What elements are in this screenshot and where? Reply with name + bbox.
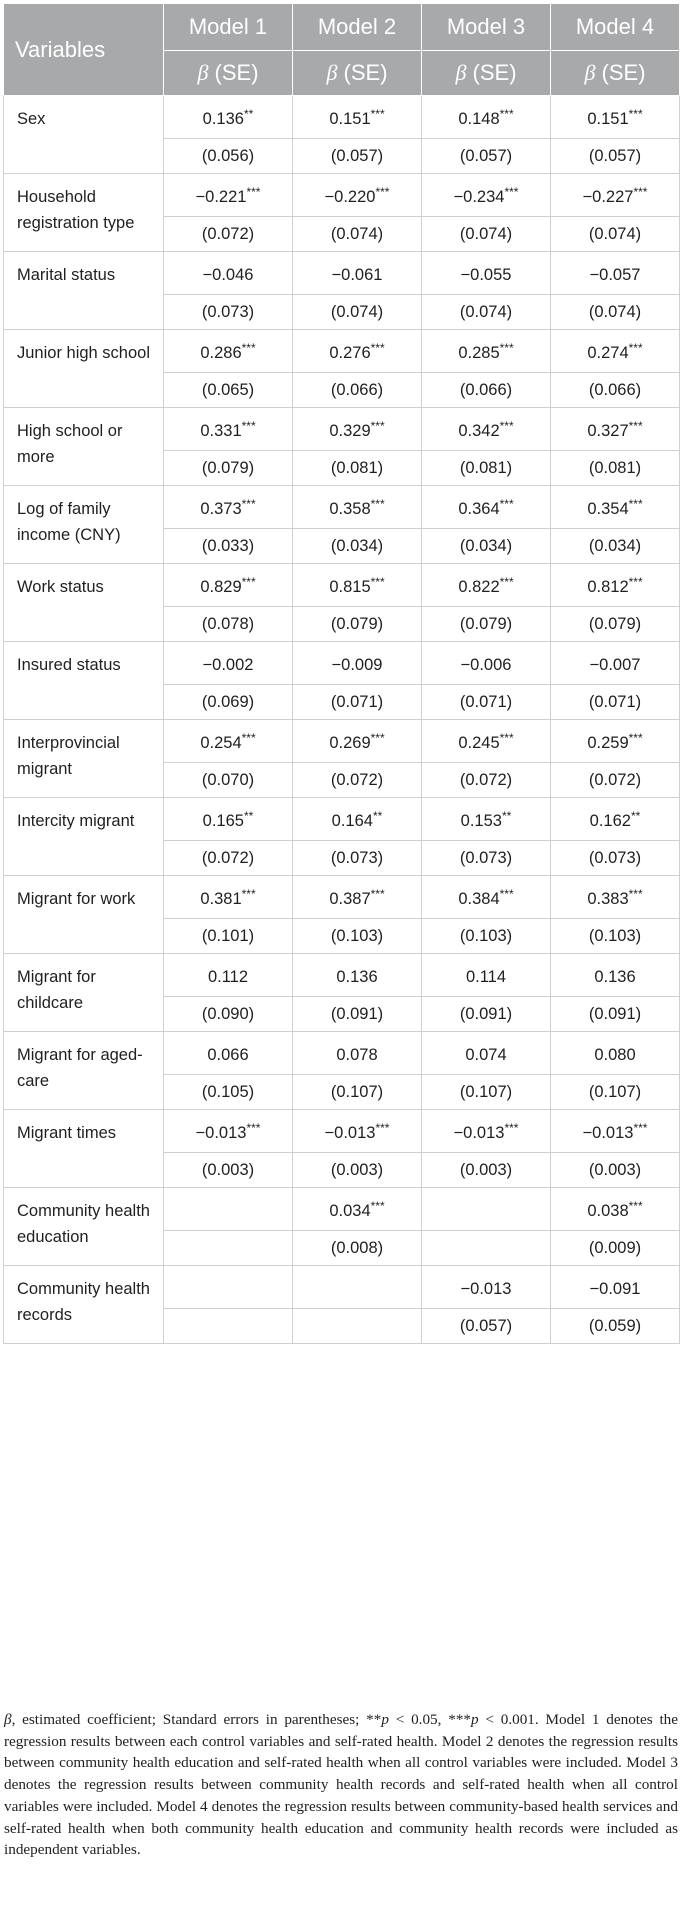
coefficient-value: 0.812 <box>587 578 629 596</box>
coefficient-value: 0.080 <box>594 1046 636 1064</box>
coefficient-cell <box>422 1110 551 1153</box>
table-header <box>4 4 680 96</box>
variable-label: Log of family income (CNY) <box>4 486 164 564</box>
significance-stars: *** <box>370 341 385 355</box>
standard-error-cell: (0.091) <box>422 997 551 1032</box>
beta-se-header-2 <box>293 51 422 96</box>
coefficient-cell <box>422 876 551 919</box>
significance-stars: *** <box>628 419 643 433</box>
table-footnote <box>4 1709 678 1861</box>
standard-error-cell: (0.081) <box>551 451 680 486</box>
coefficient-value: −0.013 <box>195 1124 247 1142</box>
coefficient-value: −0.091 <box>589 1280 641 1298</box>
model-3-header: Model 3 <box>422 4 551 51</box>
coefficient-cell <box>551 408 680 451</box>
table-row <box>4 96 680 139</box>
standard-error-cell: (0.059) <box>551 1309 680 1344</box>
significance-stars: *** <box>633 1121 648 1135</box>
coefficient-cell <box>164 96 293 139</box>
beta-se-header-3 <box>422 51 551 96</box>
coefficient-value: −0.013 <box>453 1124 505 1142</box>
coefficient-value: 0.136 <box>594 968 636 986</box>
standard-error-cell: (0.065) <box>164 373 293 408</box>
standard-error-cell: (0.073) <box>422 841 551 876</box>
coefficient-cell <box>422 96 551 139</box>
variable-label: Community health records <box>4 1266 164 1344</box>
coefficient-cell <box>422 798 551 841</box>
coefficient-value: −0.009 <box>331 656 383 674</box>
coefficient-cell <box>551 174 680 217</box>
coefficient-value: 0.114 <box>465 968 507 986</box>
variable-label: Migrant for aged-care <box>4 1032 164 1110</box>
coefficient-cell <box>551 876 680 919</box>
coefficient-value: 0.274 <box>587 344 629 362</box>
significance-stars: *** <box>628 1199 643 1213</box>
beta-se-header-1 <box>164 51 293 96</box>
significance-stars: *** <box>628 341 643 355</box>
coefficient-value: 0.269 <box>329 734 371 752</box>
standard-error-cell: (0.071) <box>551 685 680 720</box>
standard-error-cell: (0.072) <box>551 763 680 798</box>
standard-error-cell: (0.033) <box>164 529 293 564</box>
standard-error-cell <box>422 1231 551 1266</box>
variable-label: Community health education <box>4 1188 164 1266</box>
table-row <box>4 408 680 451</box>
standard-error-cell: (0.074) <box>422 295 551 330</box>
standard-error-cell: (0.003) <box>551 1153 680 1188</box>
variable-label: Migrant times <box>4 1110 164 1188</box>
coefficient-cell <box>551 486 680 529</box>
standard-error-cell: (0.074) <box>293 295 422 330</box>
coefficient-value: 0.829 <box>200 578 242 596</box>
standard-error-cell: (0.071) <box>293 685 422 720</box>
standard-error-cell: (0.079) <box>551 607 680 642</box>
coefficient-value: 0.276 <box>329 344 371 362</box>
variable-label: Insured status <box>4 642 164 720</box>
table-row <box>4 720 680 763</box>
coefficient-cell <box>164 1110 293 1153</box>
significance-stars: ** <box>372 809 383 823</box>
significance-stars: *** <box>499 341 514 355</box>
standard-error-cell: (0.066) <box>293 373 422 408</box>
coefficient-cell <box>293 408 422 451</box>
coefficient-cell <box>551 96 680 139</box>
coefficient-value: 0.364 <box>458 500 500 518</box>
variable-label: Work status <box>4 564 164 642</box>
coefficient-cell <box>293 252 422 295</box>
standard-error-cell: (0.074) <box>551 217 680 252</box>
coefficient-cell <box>551 564 680 607</box>
coefficient-value: 0.164 <box>331 812 373 830</box>
standard-error-cell: (0.079) <box>422 607 551 642</box>
standard-error-cell: (0.105) <box>164 1075 293 1110</box>
coefficient-value: 0.153 <box>460 812 502 830</box>
standard-error-cell: (0.103) <box>551 919 680 954</box>
coefficient-cell <box>551 954 680 997</box>
coefficient-cell <box>293 876 422 919</box>
standard-error-cell: (0.072) <box>164 841 293 876</box>
coefficient-cell <box>164 1188 293 1231</box>
coefficient-value: 0.136 <box>202 110 244 128</box>
coefficient-cell <box>164 174 293 217</box>
beta-symbol: β <box>197 60 209 85</box>
standard-error-cell: (0.073) <box>164 295 293 330</box>
coefficient-cell <box>164 1266 293 1309</box>
coefficient-value: 0.381 <box>200 890 242 908</box>
standard-error-cell: (0.091) <box>293 997 422 1032</box>
significance-stars: *** <box>628 731 643 745</box>
coefficient-cell <box>164 876 293 919</box>
significance-stars: *** <box>504 1121 519 1135</box>
standard-error-cell: (0.072) <box>293 763 422 798</box>
significance-stars: *** <box>241 497 256 511</box>
standard-error-cell: (0.057) <box>422 139 551 174</box>
standard-error-cell: (0.091) <box>551 997 680 1032</box>
standard-error-cell: (0.081) <box>293 451 422 486</box>
standard-error-cell <box>164 1231 293 1266</box>
variable-label: Household registration type <box>4 174 164 252</box>
coefficient-value: 0.038 <box>587 1202 629 1220</box>
significance-stars: *** <box>628 887 643 901</box>
standard-error-cell: (0.107) <box>293 1075 422 1110</box>
standard-error-cell: (0.107) <box>551 1075 680 1110</box>
coefficient-value: 0.358 <box>329 500 371 518</box>
coefficient-cell <box>293 486 422 529</box>
coefficient-cell <box>422 1032 551 1075</box>
coefficient-cell <box>164 408 293 451</box>
standard-error-cell: (0.072) <box>164 217 293 252</box>
se-label: (SE) <box>601 60 646 85</box>
coefficient-value: 0.329 <box>329 422 371 440</box>
standard-error-cell: (0.057) <box>551 139 680 174</box>
standard-error-cell: (0.071) <box>422 685 551 720</box>
significance-stars: *** <box>499 887 514 901</box>
standard-error-cell: (0.034) <box>422 529 551 564</box>
standard-error-cell: (0.103) <box>293 919 422 954</box>
significance-stars: *** <box>370 419 385 433</box>
coefficient-cell <box>164 642 293 685</box>
coefficient-cell <box>164 720 293 763</box>
se-label: (SE) <box>343 60 388 85</box>
beta-symbol: β <box>326 60 338 85</box>
standard-error-cell: (0.057) <box>293 139 422 174</box>
coefficient-cell <box>293 1110 422 1153</box>
coefficient-cell <box>422 174 551 217</box>
table-row <box>4 564 680 607</box>
coefficient-value: 0.254 <box>200 734 242 752</box>
coefficient-value: −0.046 <box>202 266 254 284</box>
coefficient-value: 0.074 <box>465 1046 507 1064</box>
standard-error-cell: (0.003) <box>422 1153 551 1188</box>
standard-error-cell: (0.066) <box>551 373 680 408</box>
se-label: (SE) <box>472 60 517 85</box>
coefficient-value: −0.234 <box>453 188 505 206</box>
standard-error-cell: (0.066) <box>422 373 551 408</box>
significance-stars: *** <box>375 185 390 199</box>
coefficient-cell <box>551 642 680 685</box>
standard-error-cell: (0.073) <box>551 841 680 876</box>
significance-stars: *** <box>246 185 261 199</box>
coefficient-value: 0.331 <box>200 422 242 440</box>
coefficient-cell <box>551 252 680 295</box>
standard-error-cell: (0.008) <box>293 1231 422 1266</box>
standard-error-cell: (0.073) <box>293 841 422 876</box>
coefficient-value: −0.006 <box>460 656 512 674</box>
table-row <box>4 486 680 529</box>
significance-stars: *** <box>370 1199 385 1213</box>
coefficient-value: 0.136 <box>336 968 378 986</box>
coefficient-cell <box>551 798 680 841</box>
coefficient-value: −0.227 <box>582 188 634 206</box>
significance-stars: *** <box>499 575 514 589</box>
note-beta: β <box>4 1711 12 1728</box>
table-row <box>4 642 680 685</box>
coefficient-cell <box>422 252 551 295</box>
beta-se-header-4 <box>551 51 680 96</box>
coefficient-value: −0.013 <box>582 1124 634 1142</box>
significance-stars: *** <box>241 575 256 589</box>
standard-error-cell: (0.074) <box>293 217 422 252</box>
coefficient-cell <box>422 486 551 529</box>
table-row <box>4 1266 680 1309</box>
coefficient-value: 0.354 <box>587 500 629 518</box>
table-row <box>4 1188 680 1231</box>
standard-error-cell: (0.103) <box>422 919 551 954</box>
coefficient-cell <box>422 720 551 763</box>
standard-error-cell: (0.003) <box>164 1153 293 1188</box>
significance-stars: *** <box>499 731 514 745</box>
coefficient-value: −0.057 <box>589 266 641 284</box>
standard-error-cell: (0.107) <box>422 1075 551 1110</box>
coefficient-cell <box>551 1266 680 1309</box>
standard-error-cell: (0.074) <box>422 217 551 252</box>
significance-stars: *** <box>370 887 385 901</box>
standard-error-cell <box>293 1309 422 1344</box>
significance-stars: *** <box>370 107 385 121</box>
significance-stars: *** <box>504 185 519 199</box>
coefficient-cell <box>164 798 293 841</box>
se-label: (SE) <box>214 60 259 85</box>
variable-label: Junior high school <box>4 330 164 408</box>
table-row <box>4 330 680 373</box>
coefficient-cell <box>551 1110 680 1153</box>
coefficient-value: 0.373 <box>200 500 242 518</box>
coefficient-cell <box>551 1032 680 1075</box>
significance-stars: *** <box>241 419 256 433</box>
coefficient-cell <box>422 408 551 451</box>
coefficient-cell <box>422 1266 551 1309</box>
coefficient-cell <box>422 642 551 685</box>
coefficient-value: 0.162 <box>589 812 631 830</box>
note-p-2: p <box>471 1711 479 1728</box>
coefficient-value: −0.061 <box>331 266 383 284</box>
coefficient-value: 0.112 <box>207 968 249 986</box>
standard-error-cell: (0.081) <box>422 451 551 486</box>
significance-stars: *** <box>499 419 514 433</box>
coefficient-value: −0.013 <box>324 1124 376 1142</box>
variable-label: Migrant for work <box>4 876 164 954</box>
coefficient-cell <box>164 954 293 997</box>
coefficient-cell <box>422 330 551 373</box>
standard-error-cell: (0.079) <box>293 607 422 642</box>
coefficient-value: 0.165 <box>202 812 244 830</box>
coefficient-cell <box>293 798 422 841</box>
significance-stars: *** <box>375 1121 390 1135</box>
standard-error-cell: (0.009) <box>551 1231 680 1266</box>
coefficient-cell <box>422 1188 551 1231</box>
standard-error-cell: (0.069) <box>164 685 293 720</box>
coefficient-cell <box>293 1188 422 1231</box>
coefficient-value: 0.387 <box>329 890 371 908</box>
coefficient-cell <box>293 1266 422 1309</box>
coefficient-value: 0.286 <box>200 344 242 362</box>
standard-error-cell: (0.074) <box>551 295 680 330</box>
coefficient-cell <box>164 252 293 295</box>
model-2-header: Model 2 <box>293 4 422 51</box>
coefficient-value: 0.148 <box>458 110 500 128</box>
coefficient-cell <box>293 174 422 217</box>
coefficient-cell <box>164 486 293 529</box>
variable-label: Marital status <box>4 252 164 330</box>
coefficient-cell <box>422 564 551 607</box>
significance-stars: *** <box>499 107 514 121</box>
significance-stars: *** <box>370 497 385 511</box>
significance-stars: ** <box>630 809 641 823</box>
coefficient-value: 0.151 <box>329 110 371 128</box>
table-row <box>4 876 680 919</box>
coefficient-value: 0.034 <box>329 1202 371 1220</box>
coefficient-value: −0.013 <box>460 1280 512 1298</box>
model-4-header: Model 4 <box>551 4 680 51</box>
significance-stars: ** <box>243 809 254 823</box>
significance-stars: ** <box>501 809 512 823</box>
variable-label: Migrant for childcare <box>4 954 164 1032</box>
coefficient-value: 0.066 <box>207 1046 249 1064</box>
regression-table <box>3 3 680 1344</box>
significance-stars: ** <box>243 107 254 121</box>
standard-error-cell: (0.003) <box>293 1153 422 1188</box>
beta-symbol: β <box>584 60 596 85</box>
coefficient-value: −0.221 <box>195 188 247 206</box>
coefficient-cell <box>293 330 422 373</box>
standard-error-cell: (0.034) <box>551 529 680 564</box>
coefficient-value: 0.815 <box>329 578 371 596</box>
table-row <box>4 252 680 295</box>
standard-error-cell: (0.101) <box>164 919 293 954</box>
coefficient-cell <box>164 330 293 373</box>
coefficient-cell <box>293 720 422 763</box>
significance-stars: *** <box>633 185 648 199</box>
coefficient-cell <box>164 1032 293 1075</box>
significance-stars: *** <box>241 341 256 355</box>
significance-stars: *** <box>370 575 385 589</box>
table-row <box>4 1110 680 1153</box>
coefficient-cell <box>293 96 422 139</box>
coefficient-value: −0.007 <box>589 656 641 674</box>
coefficient-cell <box>551 330 680 373</box>
coefficient-cell <box>293 564 422 607</box>
standard-error-cell: (0.078) <box>164 607 293 642</box>
coefficient-value: −0.002 <box>202 656 254 674</box>
standard-error-cell: (0.079) <box>164 451 293 486</box>
significance-stars: *** <box>370 731 385 745</box>
coefficient-value: 0.151 <box>587 110 629 128</box>
model-1-header: Model 1 <box>164 4 293 51</box>
coefficient-value: 0.285 <box>458 344 500 362</box>
significance-stars: *** <box>628 575 643 589</box>
standard-error-cell: (0.090) <box>164 997 293 1032</box>
coefficient-value: 0.383 <box>587 890 629 908</box>
coefficient-cell <box>164 564 293 607</box>
note-part-2: < 0.05, *** <box>388 1711 472 1728</box>
table-row <box>4 954 680 997</box>
coefficient-value: 0.259 <box>587 734 629 752</box>
significance-stars: *** <box>241 731 256 745</box>
coefficient-value: 0.078 <box>336 1046 378 1064</box>
coefficient-value: 0.342 <box>458 422 500 440</box>
significance-stars: *** <box>246 1121 261 1135</box>
coefficient-cell <box>293 642 422 685</box>
variable-label: Interprovincial migrant <box>4 720 164 798</box>
coefficient-cell <box>293 1032 422 1075</box>
variable-label: Sex <box>4 96 164 174</box>
coefficient-cell <box>551 1188 680 1231</box>
significance-stars: *** <box>628 107 643 121</box>
coefficient-value: 0.327 <box>587 422 629 440</box>
coefficient-cell <box>293 954 422 997</box>
significance-stars: *** <box>499 497 514 511</box>
significance-stars: *** <box>628 497 643 511</box>
standard-error-cell: (0.072) <box>422 763 551 798</box>
standard-error-cell <box>164 1309 293 1344</box>
standard-error-cell: (0.057) <box>422 1309 551 1344</box>
variable-label: Intercity migrant <box>4 798 164 876</box>
coefficient-value: 0.384 <box>458 890 500 908</box>
variables-header: Variables <box>4 4 164 96</box>
table-row <box>4 798 680 841</box>
table-body <box>4 96 680 1344</box>
table-row <box>4 1032 680 1075</box>
note-p-1: p <box>381 1711 389 1728</box>
coefficient-cell <box>551 720 680 763</box>
table-row <box>4 174 680 217</box>
note-part-3: < 0.001. Model 1 denotes the regression results between each control variables and self-rated health. Model 2 denotes the regression results between community health education and self-rated health when all control variables were included. Model 3 denotes the regression results between community health records and self-rated health when all control variables were included. Model 4 denotes the regression results between community-based health services and self-rated health when both community health education and community health records were included as independent variables. <box>4 1711 678 1859</box>
header-row-models <box>4 4 680 51</box>
standard-error-cell: (0.070) <box>164 763 293 798</box>
standard-error-cell: (0.056) <box>164 139 293 174</box>
coefficient-value: 0.245 <box>458 734 500 752</box>
standard-error-cell: (0.034) <box>293 529 422 564</box>
coefficient-cell <box>422 954 551 997</box>
coefficient-value: −0.055 <box>460 266 512 284</box>
significance-stars: *** <box>241 887 256 901</box>
beta-symbol: β <box>455 60 467 85</box>
note-part-1: , estimated coefficient; Standard errors in parentheses; ** <box>11 1711 382 1728</box>
variable-label: High school or more <box>4 408 164 486</box>
coefficient-value: −0.220 <box>324 188 376 206</box>
coefficient-value: 0.822 <box>458 578 500 596</box>
